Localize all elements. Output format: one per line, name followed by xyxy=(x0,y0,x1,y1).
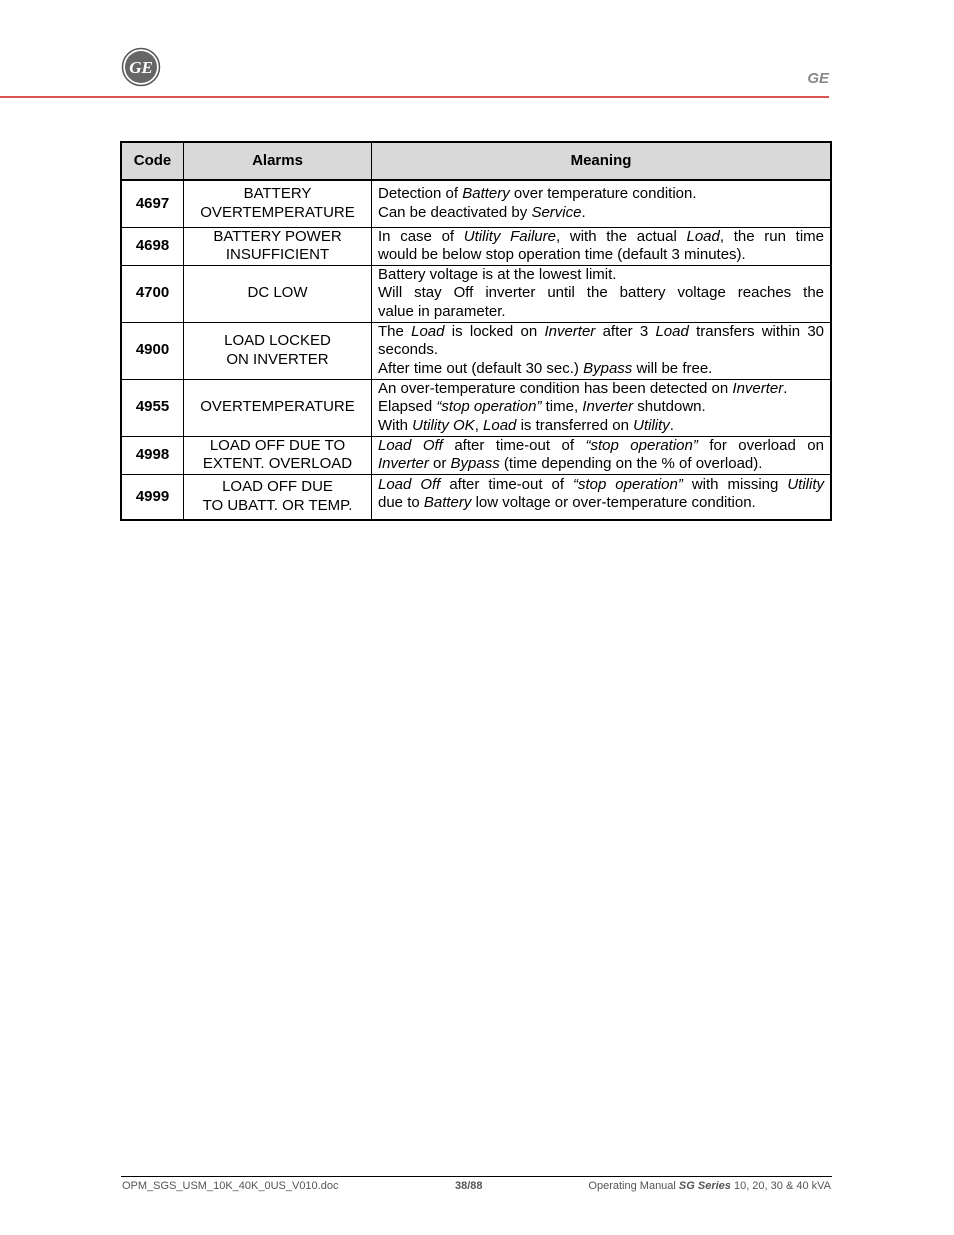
alarm-line: TO UBATT. OR TEMP. xyxy=(202,496,353,514)
table-header-row xyxy=(121,142,831,180)
alarm-cell xyxy=(184,379,372,436)
alarm-line: LOAD LOCKED xyxy=(224,332,331,349)
ge-logo xyxy=(121,47,161,87)
code-cell: 4955 xyxy=(121,379,184,436)
table-row xyxy=(121,180,831,227)
alarm-line: INSUFFICIENT xyxy=(225,246,330,263)
alarm-line: EXTENT. OVERLOAD xyxy=(202,455,353,472)
meaning-cell: Battery voltage is at the lowest limit. Will stay Off inverter until the battery voltage reaches the value in parameter. xyxy=(372,265,832,322)
meaning-cell: Detection of Battery over temperature condition. Can be deactivated by Service. xyxy=(372,180,832,227)
alarm-cell xyxy=(184,180,372,227)
header-code: Code xyxy=(121,142,184,180)
alarm-line: OVERTEMPERATURE xyxy=(200,203,355,221)
footer-doc-name: OPM_SGS_USM_10K_40K_0US_V010.doc xyxy=(122,1180,339,1192)
alarm-line: BATTERY xyxy=(243,185,312,203)
header-alarms: Alarms xyxy=(184,142,372,180)
alarm-line: BATTERY POWER xyxy=(213,227,342,245)
table-row xyxy=(121,265,831,322)
code-cell: 4998 xyxy=(121,436,184,474)
alarm-table xyxy=(120,141,832,521)
alarm-line: ON INVERTER xyxy=(226,350,329,368)
alarm-cell xyxy=(184,322,372,379)
alarm-line: LOAD OFF DUE TO xyxy=(209,436,346,454)
alarm-line: LOAD OFF DUE xyxy=(222,478,333,496)
header-rule xyxy=(0,96,829,98)
table-row xyxy=(121,227,831,265)
code-cell: 4697 xyxy=(121,180,184,227)
alarm-line: DC LOW xyxy=(247,284,308,302)
alarm-cell xyxy=(184,436,372,474)
alarm-cell xyxy=(184,227,372,265)
table-row xyxy=(121,474,831,520)
code-cell: 4698 xyxy=(121,227,184,265)
footer-manual-title: Operating Manual SG Series 10, 20, 30 & 40 kVA xyxy=(588,1180,831,1192)
brand-text: GE xyxy=(807,70,829,87)
code-cell: 4900 xyxy=(121,322,184,379)
meaning-cell: In case of Utility Failure, with the actual Load, the run time would be below stop operation time (default 3 minutes). xyxy=(372,227,832,265)
code-cell: 4700 xyxy=(121,265,184,322)
header-meaning: Meaning xyxy=(372,142,832,180)
meaning-cell: Load Off after time-out of “stop operation” for overload on Inverter or Bypass (time depending on the % of overload). xyxy=(372,436,832,474)
footer-rule xyxy=(121,1176,832,1177)
footer-page-number: 38/88 xyxy=(455,1180,483,1192)
alarm-line: OVERTEMPERATURE xyxy=(200,398,355,416)
svg-text:GE: GE xyxy=(129,58,153,77)
meaning-cell: An over-temperature condition has been detected on Inverter. Elapsed “stop operation” time, Inverter shutdown. With Utility OK, Load is transferred on Utility. xyxy=(372,379,832,436)
meaning-cell: The Load is locked on Inverter after 3 Load transfers within 30 seconds. After time out (default 30 sec.) Bypass will be free. xyxy=(372,322,832,379)
meaning-cell: Load Off after time-out of “stop operation” with missing Utility due to Battery low voltage or over-temperature condition. xyxy=(372,474,832,520)
alarm-cell xyxy=(184,474,372,520)
table-row xyxy=(121,322,831,379)
table-row xyxy=(121,436,831,474)
table-row xyxy=(121,379,831,436)
alarm-cell xyxy=(184,265,372,322)
code-cell: 4999 xyxy=(121,474,184,520)
